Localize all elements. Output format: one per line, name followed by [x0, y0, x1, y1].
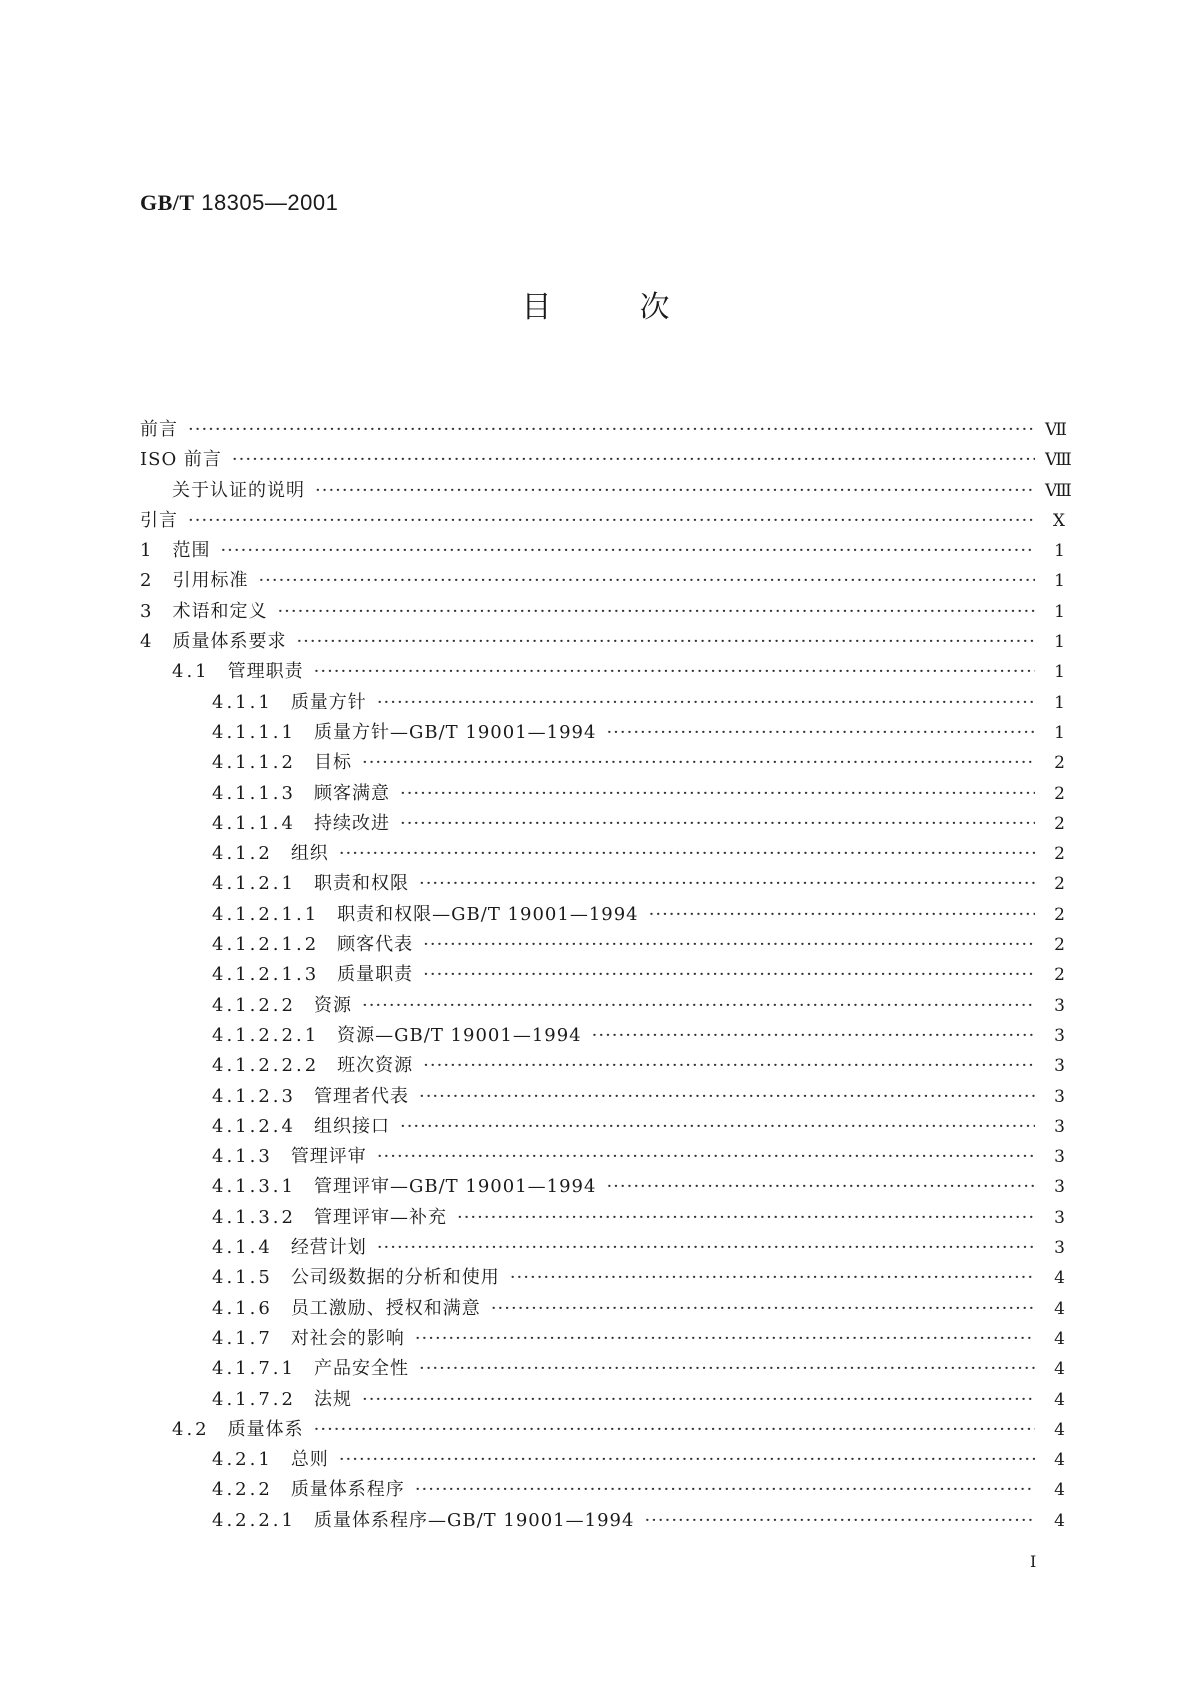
- toc-entry-page: 4: [1054, 1419, 1065, 1440]
- toc-entry[interactable]: [140, 536, 1065, 566]
- toc-entry-number: 4.1.2.1.3: [212, 964, 320, 986]
- toc-entry[interactable]: [140, 1172, 1065, 1202]
- toc-entry-page: 4: [1054, 1510, 1065, 1531]
- toc-leader-dots: [649, 904, 1035, 925]
- toc-entry[interactable]: [140, 445, 1072, 475]
- toc-entry-label: 班次资源: [337, 1055, 414, 1077]
- toc-entry[interactable]: [140, 506, 1065, 536]
- toc-entry-page: 3: [1054, 1086, 1065, 1107]
- toc-entry-page: 4: [1054, 1480, 1065, 1501]
- toc-leader-dots: [423, 1055, 1035, 1076]
- toc-entry-number: 4.1.1.2: [212, 752, 296, 774]
- toc-leader-dots: [606, 722, 1035, 743]
- toc-entry[interactable]: [140, 476, 1072, 506]
- toc-entry-label: 管理职责: [227, 661, 304, 683]
- toc-leader-dots: [400, 1116, 1035, 1137]
- toc-entry[interactable]: [140, 566, 1065, 596]
- toc-entry[interactable]: [140, 627, 1065, 657]
- toc-entry-page: 3: [1054, 1238, 1065, 1259]
- toc-entry-page: 3: [1054, 1207, 1065, 1228]
- toc-entry-number: 4.1.1.1: [212, 721, 296, 743]
- toc-entry-label: 质量体系: [227, 1418, 304, 1440]
- toc-leader-dots: [362, 995, 1035, 1016]
- toc-entry-page: 3: [1054, 995, 1065, 1016]
- table-of-contents: [140, 415, 1072, 1536]
- toc-entry-number: 4.1: [172, 661, 210, 683]
- toc-entry-label: 管理者代表: [313, 1085, 409, 1107]
- toc-entry[interactable]: [140, 809, 1065, 839]
- toc-entry-number: 4: [140, 631, 155, 653]
- toc-entry[interactable]: [140, 960, 1065, 990]
- toc-entry[interactable]: [140, 1263, 1065, 1293]
- toc-entry-label: 质量体系程序: [290, 1479, 405, 1501]
- toc-entry-number: 4.1.2.3: [212, 1085, 296, 1107]
- toc-entry-number: 4.1.2.1.2: [212, 934, 320, 956]
- toc-entry-page: 2: [1054, 965, 1065, 986]
- toc-entry[interactable]: [140, 839, 1065, 869]
- toc-entry[interactable]: [140, 1294, 1065, 1324]
- toc-entry-label: 员工激励、授权和满意: [290, 1297, 481, 1319]
- toc-leader-dots: [457, 1207, 1035, 1228]
- toc-entry-number: 4.2.2: [212, 1479, 273, 1501]
- toc-entry-label: 管理评审: [290, 1146, 367, 1168]
- toc-entry-page: 4: [1054, 1359, 1065, 1380]
- toc-leader-dots: [339, 843, 1035, 864]
- toc-entry-number: 4.1.1: [212, 691, 273, 713]
- toc-entry-number: 4.1.2.1: [212, 873, 296, 895]
- toc-entry-page: 3: [1054, 1147, 1065, 1168]
- toc-entry-label: 经营计划: [290, 1237, 367, 1259]
- toc-leader-dots: [415, 1479, 1035, 1500]
- toc-entry-number: 4.2: [172, 1418, 210, 1440]
- toc-entry-label: 组织: [290, 843, 329, 865]
- toc-entry-page: 2: [1054, 753, 1065, 774]
- toc-entry-page: 4: [1054, 1328, 1065, 1349]
- toc-entry[interactable]: [140, 1445, 1065, 1475]
- toc-entry[interactable]: [140, 597, 1065, 627]
- toc-entry[interactable]: [140, 748, 1065, 778]
- toc-entry-label: 管理评审—GB/T 19001—1994: [313, 1176, 597, 1198]
- toc-entry-label: 前言: [140, 419, 178, 440]
- toc-entry-page: 3: [1054, 1025, 1065, 1046]
- toc-entry[interactable]: [140, 415, 1065, 445]
- toc-leader-dots: [377, 692, 1035, 713]
- toc-entry[interactable]: [140, 1203, 1065, 1233]
- toc-entry-page: 2: [1054, 874, 1065, 895]
- toc-leader-dots: [296, 631, 1035, 652]
- toc-leader-dots: [220, 540, 1035, 561]
- toc-entry[interactable]: [140, 1021, 1065, 1051]
- document-code-number: 18305—2001: [201, 190, 339, 215]
- toc-entry[interactable]: [140, 1142, 1065, 1172]
- toc-leader-dots: [362, 752, 1035, 773]
- document-code-prefix: GB/T: [140, 190, 195, 215]
- toc-entry-label: 公司级数据的分析和使用: [290, 1267, 500, 1289]
- toc-entry-page: 4: [1054, 1298, 1065, 1319]
- toc-entry[interactable]: [140, 688, 1065, 718]
- document-code: [140, 190, 338, 216]
- toc-entry-label: 组织接口: [313, 1115, 390, 1137]
- page-number: Ⅰ: [1030, 1552, 1037, 1571]
- toc-leader-dots: [491, 1298, 1035, 1319]
- toc-entry-page: 1: [1054, 632, 1065, 653]
- toc-entry-page: Ⅶ: [1045, 420, 1067, 440]
- toc-leader-dots: [377, 1237, 1035, 1258]
- toc-entry-page: 1: [1054, 541, 1065, 562]
- toc-entry-page: 3: [1054, 1177, 1065, 1198]
- toc-leader-dots: [314, 1419, 1035, 1440]
- toc-entry-number: 4.1.5: [212, 1267, 273, 1289]
- toc-entry-page: 3: [1054, 1116, 1065, 1137]
- toc-entry-page: 1: [1054, 571, 1065, 592]
- toc-entry-label: 质量职责: [337, 964, 414, 986]
- toc-leader-dots: [423, 934, 1035, 955]
- toc-entry[interactable]: [140, 1354, 1065, 1384]
- toc-leader-dots: [419, 1358, 1035, 1379]
- toc-entry[interactable]: [140, 779, 1065, 809]
- toc-entry-number: 4.2.2.1: [212, 1509, 296, 1531]
- toc-entry-number: 4.1.2: [212, 843, 273, 865]
- toc-leader-dots: [377, 1146, 1035, 1167]
- toc-entry-page: 1: [1054, 692, 1065, 713]
- toc-entry-page: 1: [1054, 662, 1065, 683]
- toc-entry[interactable]: [140, 1475, 1065, 1505]
- toc-entry-number: 4.1.3: [212, 1146, 273, 1168]
- toc-entry-number: 4.1.2.4: [212, 1115, 296, 1137]
- toc-entry-number: 1: [140, 540, 155, 562]
- toc-entry-label: 管理评审—补充: [313, 1206, 447, 1228]
- toc-entry[interactable]: [140, 1082, 1065, 1112]
- toc-entry-label: 顾客满意: [313, 782, 390, 804]
- toc-entry-page: 4: [1054, 1450, 1065, 1471]
- toc-entry-number: 4.1.6: [212, 1297, 273, 1319]
- toc-leader-dots: [188, 419, 1035, 440]
- toc-entry-number: 4.2.1: [212, 1449, 273, 1471]
- toc-entry[interactable]: [140, 991, 1065, 1021]
- toc-entry-page: Ⅷ: [1045, 480, 1072, 501]
- toc-leader-dots: [232, 449, 1035, 470]
- toc-entry-label: 对社会的影响: [290, 1327, 405, 1349]
- toc-entry[interactable]: [140, 657, 1065, 687]
- toc-entry[interactable]: [140, 1385, 1065, 1415]
- toc-entry-number: 4.1.7.1: [212, 1358, 296, 1380]
- toc-entry-number: 4.1.3.1: [212, 1176, 296, 1198]
- toc-entry-label: 引用标准: [172, 570, 249, 592]
- toc-leader-dots: [400, 783, 1035, 804]
- toc-entry-number: 2: [140, 570, 155, 592]
- toc-entry-number: 4.1.4: [212, 1237, 273, 1259]
- toc-entry-label: 质量体系要求: [172, 631, 287, 653]
- toc-entry-page: 2: [1054, 904, 1065, 925]
- toc-entry-page: 2: [1054, 844, 1065, 865]
- toc-leader-dots: [423, 964, 1035, 985]
- toc-title: [0, 282, 1191, 326]
- toc-entry-page: 2: [1054, 783, 1065, 804]
- toc-entry-label: 质量方针: [290, 691, 367, 713]
- toc-leader-dots: [419, 873, 1035, 894]
- toc-entry[interactable]: [140, 1324, 1065, 1354]
- toc-entry[interactable]: [140, 1233, 1065, 1263]
- toc-entry-number: 4.1.2.2.2: [212, 1055, 320, 1077]
- toc-entry-label: 职责和权限: [313, 873, 409, 895]
- toc-entry-label: ISO 前言: [140, 449, 222, 471]
- toc-entry-number: 4.1.7: [212, 1327, 273, 1349]
- toc-entry-label: 范围: [172, 540, 211, 562]
- toc-entry[interactable]: [140, 1051, 1065, 1081]
- toc-entry-label: 目标: [313, 752, 352, 774]
- toc-entry[interactable]: [140, 930, 1065, 960]
- toc-leader-dots: [188, 510, 1035, 531]
- toc-entry[interactable]: [140, 869, 1065, 899]
- toc-entry-number: 4.1.2.2.1: [212, 1024, 320, 1046]
- toc-entry[interactable]: [140, 1506, 1065, 1536]
- toc-entry-label: 资源—GB/T 19001—1994: [337, 1024, 582, 1046]
- toc-entry[interactable]: [140, 1415, 1065, 1445]
- toc-entry-label: 关于认证的说明: [172, 479, 305, 501]
- toc-entry-label: 持续改进: [313, 812, 390, 834]
- toc-leader-dots: [400, 813, 1035, 834]
- toc-leader-dots: [362, 1389, 1035, 1410]
- toc-leader-dots: [258, 570, 1035, 591]
- toc-entry-number: 4.1.2.2: [212, 994, 296, 1016]
- toc-entry-page: Ⅹ: [1052, 510, 1065, 531]
- toc-leader-dots: [314, 661, 1035, 682]
- toc-leader-dots: [315, 480, 1035, 501]
- toc-entry-page: 1: [1054, 722, 1065, 743]
- toc-leader-dots: [644, 1510, 1035, 1531]
- toc-entry-label: 引言: [140, 509, 178, 531]
- toc-entry-number: 4.1.1.3: [212, 782, 296, 804]
- toc-leader-dots: [606, 1176, 1035, 1197]
- toc-entry-number: 4.1.3.2: [212, 1206, 296, 1228]
- toc-leader-dots: [419, 1086, 1035, 1107]
- toc-entry-page: 2: [1054, 935, 1065, 956]
- toc-entry-page: 2: [1054, 813, 1065, 834]
- toc-leader-dots: [339, 1449, 1035, 1470]
- toc-entry-label: 质量体系程序—GB/T 19001—1994: [313, 1509, 635, 1531]
- toc-entry-number: 3: [140, 600, 155, 622]
- toc-entry-label: 总则: [290, 1449, 329, 1471]
- toc-entry-number: 4.1.2.1.1: [212, 903, 320, 925]
- toc-entry[interactable]: [140, 718, 1065, 748]
- toc-leader-dots: [277, 601, 1035, 622]
- toc-entry-label: 产品安全性: [313, 1358, 409, 1380]
- toc-entry-page: 3: [1054, 1056, 1065, 1077]
- toc-entry-page: Ⅷ: [1045, 450, 1072, 471]
- toc-entry-number: 4.1.7.2: [212, 1388, 296, 1410]
- toc-entry-page: 1: [1054, 601, 1065, 622]
- toc-entry-label: 顾客代表: [337, 934, 414, 956]
- toc-leader-dots: [510, 1267, 1035, 1288]
- toc-entry[interactable]: [140, 900, 1065, 930]
- toc-entry-label: 质量方针—GB/T 19001—1994: [313, 721, 597, 743]
- toc-entry-number: 4.1.1.4: [212, 812, 296, 834]
- toc-entry-label: 资源: [313, 994, 352, 1016]
- toc-entry-label: 法规: [313, 1388, 352, 1410]
- toc-entry[interactable]: [140, 1112, 1065, 1142]
- toc-title-left: 目: [521, 290, 552, 325]
- toc-leader-dots: [415, 1328, 1035, 1349]
- toc-leader-dots: [592, 1025, 1035, 1046]
- toc-entry-page: 4: [1054, 1389, 1065, 1410]
- toc-entry-label: 术语和定义: [172, 600, 268, 622]
- toc-entry-label: 职责和权限—GB/T 19001—1994: [337, 903, 639, 925]
- toc-title-right: 次: [639, 290, 670, 325]
- toc-entry-page: 4: [1054, 1268, 1065, 1289]
